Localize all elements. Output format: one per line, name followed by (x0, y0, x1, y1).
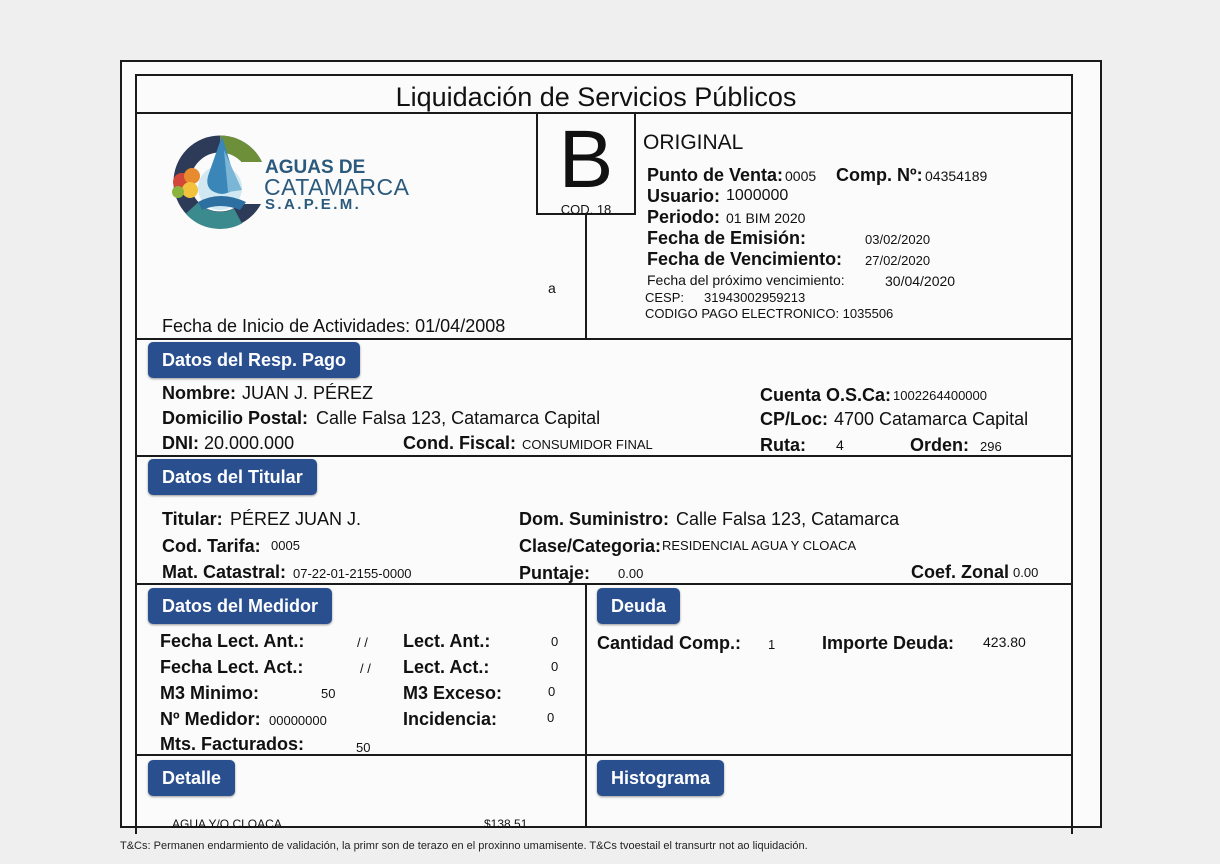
ruta-value: 4 (836, 437, 844, 453)
puntaje-label: Puntaje: (519, 563, 591, 583)
detalle-item-label: AGUA Y/O CLOACA (172, 817, 282, 828)
medidor-heading: Datos del Medidor (148, 588, 332, 624)
proximo-vencimiento-value: 30/04/2020 (885, 273, 956, 289)
mts-facturados-value: 50 (356, 740, 371, 755)
mat-catastral-value: 07-22-01-2155-0000 (293, 566, 412, 581)
cesp-label: CESP: (645, 290, 685, 305)
terms-footer: T&Cs: Permanen endarmiento de validación, la primr son de terazo en el proxinno umamisente. T&Cs tvoestail el transurtr not ao liquidación. (120, 840, 808, 852)
cp-loc-value: 4700 Catamarca Capital (834, 409, 1029, 429)
page-title: Liquidación de Servicios Públicos (395, 82, 797, 112)
comp-label: Comp. Nº: (836, 165, 923, 185)
coef-zonal-value: 0.00 (1013, 565, 1039, 580)
orden-value: 296 (980, 439, 1002, 454)
emision-value: 03/02/2020 (865, 232, 931, 247)
m3-exceso-label: M3 Exceso: (403, 683, 503, 703)
n-medidor-value: 00000000 (269, 713, 327, 728)
dom-suministro-label: Dom. Suministro: (519, 509, 670, 529)
cond-fiscal-label: Cond. Fiscal: (403, 433, 517, 453)
titular-heading: Datos del Titular (148, 459, 317, 495)
puntaje-value: 0.00 (618, 566, 644, 581)
fecha-lect-act-value: / / (360, 661, 371, 676)
aguas-logo-icon (168, 132, 266, 230)
fecha-lect-ant-label: Fecha Lect. Ant.: (160, 631, 305, 651)
nombre-value: JUAN J. PÉREZ (242, 383, 374, 403)
cond-fiscal-value: CONSUMIDOR FINAL (522, 437, 653, 452)
vencimiento-value: 27/02/2020 (865, 253, 931, 268)
periodo-value: 01 BIM 2020 (726, 210, 806, 226)
lect-ant-label: Lect. Ant.: (403, 631, 491, 651)
resp-pago-heading: Datos del Resp. Pago (148, 342, 360, 378)
periodo-label: Periodo: (647, 207, 721, 227)
fecha-lect-ant-value: / / (357, 635, 368, 650)
cuenta-label: Cuenta O.S.Ca: (760, 385, 892, 405)
cod-tarifa-label: Cod. Tarifa: (162, 536, 261, 556)
usuario-value: 1000000 (726, 187, 789, 204)
domicilio-label: Domicilio Postal: (162, 408, 309, 428)
divider-header-vertical (585, 214, 587, 338)
clase-categoria-label: Clase/Categoria: (519, 536, 662, 556)
importe-deuda-value: 423.80 (983, 634, 1026, 650)
lect-act-label: Lect. Act.: (403, 657, 490, 677)
invoice-type-box (536, 112, 636, 215)
cp-loc-label: CP/Loc: (760, 409, 829, 429)
detalle-item-value: $138.51 (484, 817, 528, 828)
orden-label: Orden: (910, 435, 970, 455)
deuda-heading: Deuda (597, 588, 680, 624)
titular-value: PÉREZ JUAN J. (230, 509, 362, 529)
mat-catastral-label: Mat. Catastral: (162, 562, 287, 582)
punto-venta-label: Punto de Venta: (647, 165, 784, 185)
dni-value: 20.000.000 (204, 433, 295, 453)
n-medidor-label: Nº Medidor: (160, 709, 261, 729)
codigo-pago: CODIGO PAGO ELECTRONICO: 1035506 (645, 306, 894, 321)
m3-minimo-label: M3 Minimo: (160, 683, 259, 703)
nombre-label: Nombre: (162, 383, 237, 403)
coef-zonal-label: Coef. Zonal (911, 562, 1009, 582)
comp-value: 04354189 (925, 168, 988, 184)
cod-tarifa-value: 0005 (271, 538, 300, 553)
titular-label: Titular: (162, 509, 223, 529)
clase-categoria-value: RESIDENCIAL AGUA Y CLOACA (662, 538, 857, 553)
m3-exceso-value: 0 (548, 684, 556, 699)
original-label: ORIGINAL (643, 131, 744, 154)
lect-act-value: 0 (551, 659, 559, 674)
vencimiento-label: Fecha de Vencimiento: (647, 249, 843, 269)
cantidad-comp-label: Cantidad Comp.: (597, 633, 741, 653)
fecha-lect-act-label: Fecha Lect. Act.: (160, 657, 304, 677)
importe-deuda-label: Importe Deuda: (822, 633, 955, 653)
invoice-letter: B (558, 114, 614, 205)
logo-text-line3: S.A.P.E.M. (265, 196, 362, 213)
domicilio-value: Calle Falsa 123, Catamarca Capital (316, 408, 601, 428)
lect-ant-value: 0 (551, 634, 559, 649)
divider-titular (135, 583, 1073, 585)
detalle-heading: Detalle (148, 760, 235, 796)
incidencia-label: Incidencia: (403, 709, 498, 729)
divider-lower-vertical (585, 583, 587, 828)
punto-venta-value: 0005 (785, 168, 817, 184)
cantidad-comp-value: 1 (768, 637, 776, 652)
logo-text-line2: CATAMARCA (264, 174, 410, 200)
fecha-inicio-actividades: Fecha de Inicio de Actividades: 01/04/2008 (162, 316, 506, 336)
divider-header (135, 338, 1073, 340)
ruta-label: Ruta: (760, 435, 806, 455)
emision-label: Fecha de Emisión: (647, 228, 807, 248)
histograma-heading: Histograma (597, 760, 724, 796)
proximo-vencimiento-label: Fecha del próximo vencimiento: (647, 272, 845, 288)
invoice-code: COD. 18 (560, 202, 612, 217)
logo-text-line1: AGUAS DE (265, 157, 366, 178)
stray-text: a (548, 280, 556, 296)
cesp-value: 31943002959213 (704, 290, 806, 305)
m3-minimo-value: 50 (321, 686, 336, 701)
dom-suministro-value: Calle Falsa 123, Catamarca (676, 509, 900, 529)
incidencia-value: 0 (547, 710, 555, 725)
cuenta-value: 1002264400000 (893, 388, 987, 403)
dni-label: DNI: (162, 433, 199, 453)
mts-facturados-label: Mts. Facturados: (160, 734, 305, 754)
usuario-label: Usuario: (647, 186, 721, 206)
